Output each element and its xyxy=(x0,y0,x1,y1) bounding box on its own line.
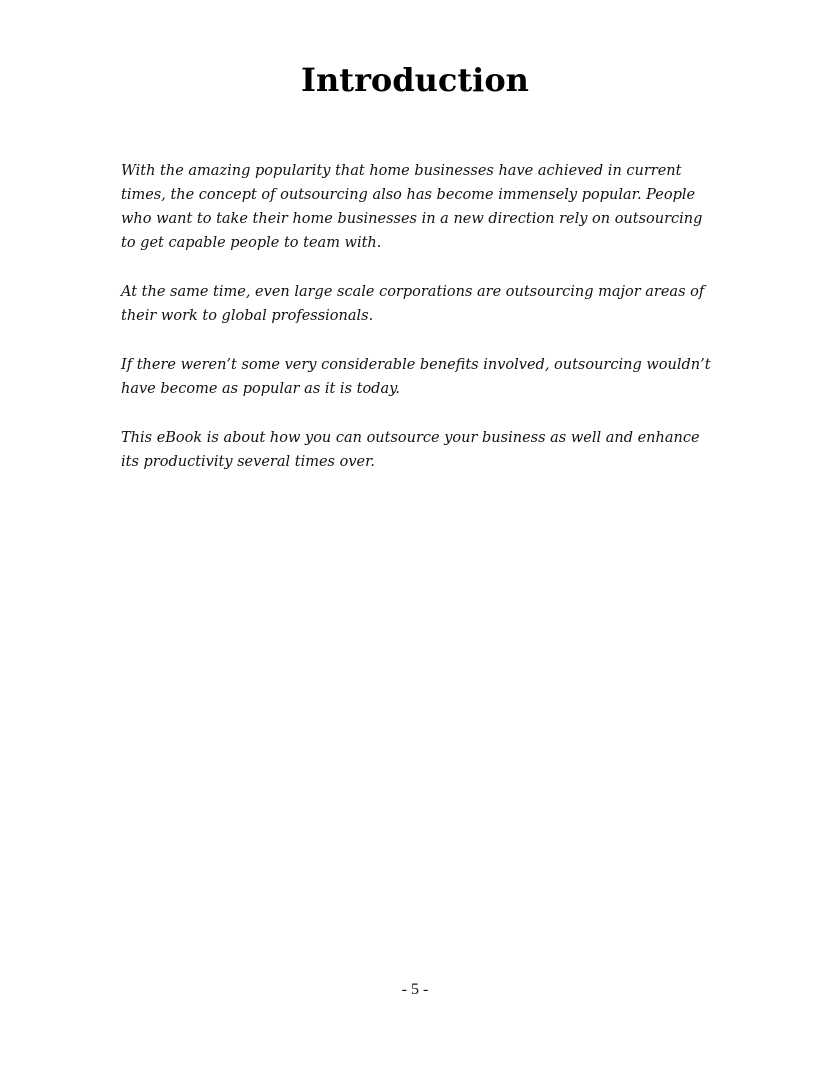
page-title: Introduction xyxy=(301,61,529,99)
paragraph-1: With the amazing popularity that home businesses have achieved in current times, the concept of outsourcing also has become immensely popular. People who want to take their home businesses in a new direction rely on outsourcing to get capable people to team with. xyxy=(121,163,703,251)
body-text xyxy=(121,159,711,499)
paragraph-3: If there weren’t some very considerable benefits involved, outsourcing wouldn’t have become as popular as it is today. xyxy=(121,357,711,397)
paragraph-4: This eBook is about how you can outsource your business as well and enhance its productivity several times over. xyxy=(121,430,700,470)
page-number: - 5 - xyxy=(401,981,429,998)
paragraph-2: At the same time, even large scale corporations are outsourcing major areas of their work to global professionals. xyxy=(121,284,705,324)
